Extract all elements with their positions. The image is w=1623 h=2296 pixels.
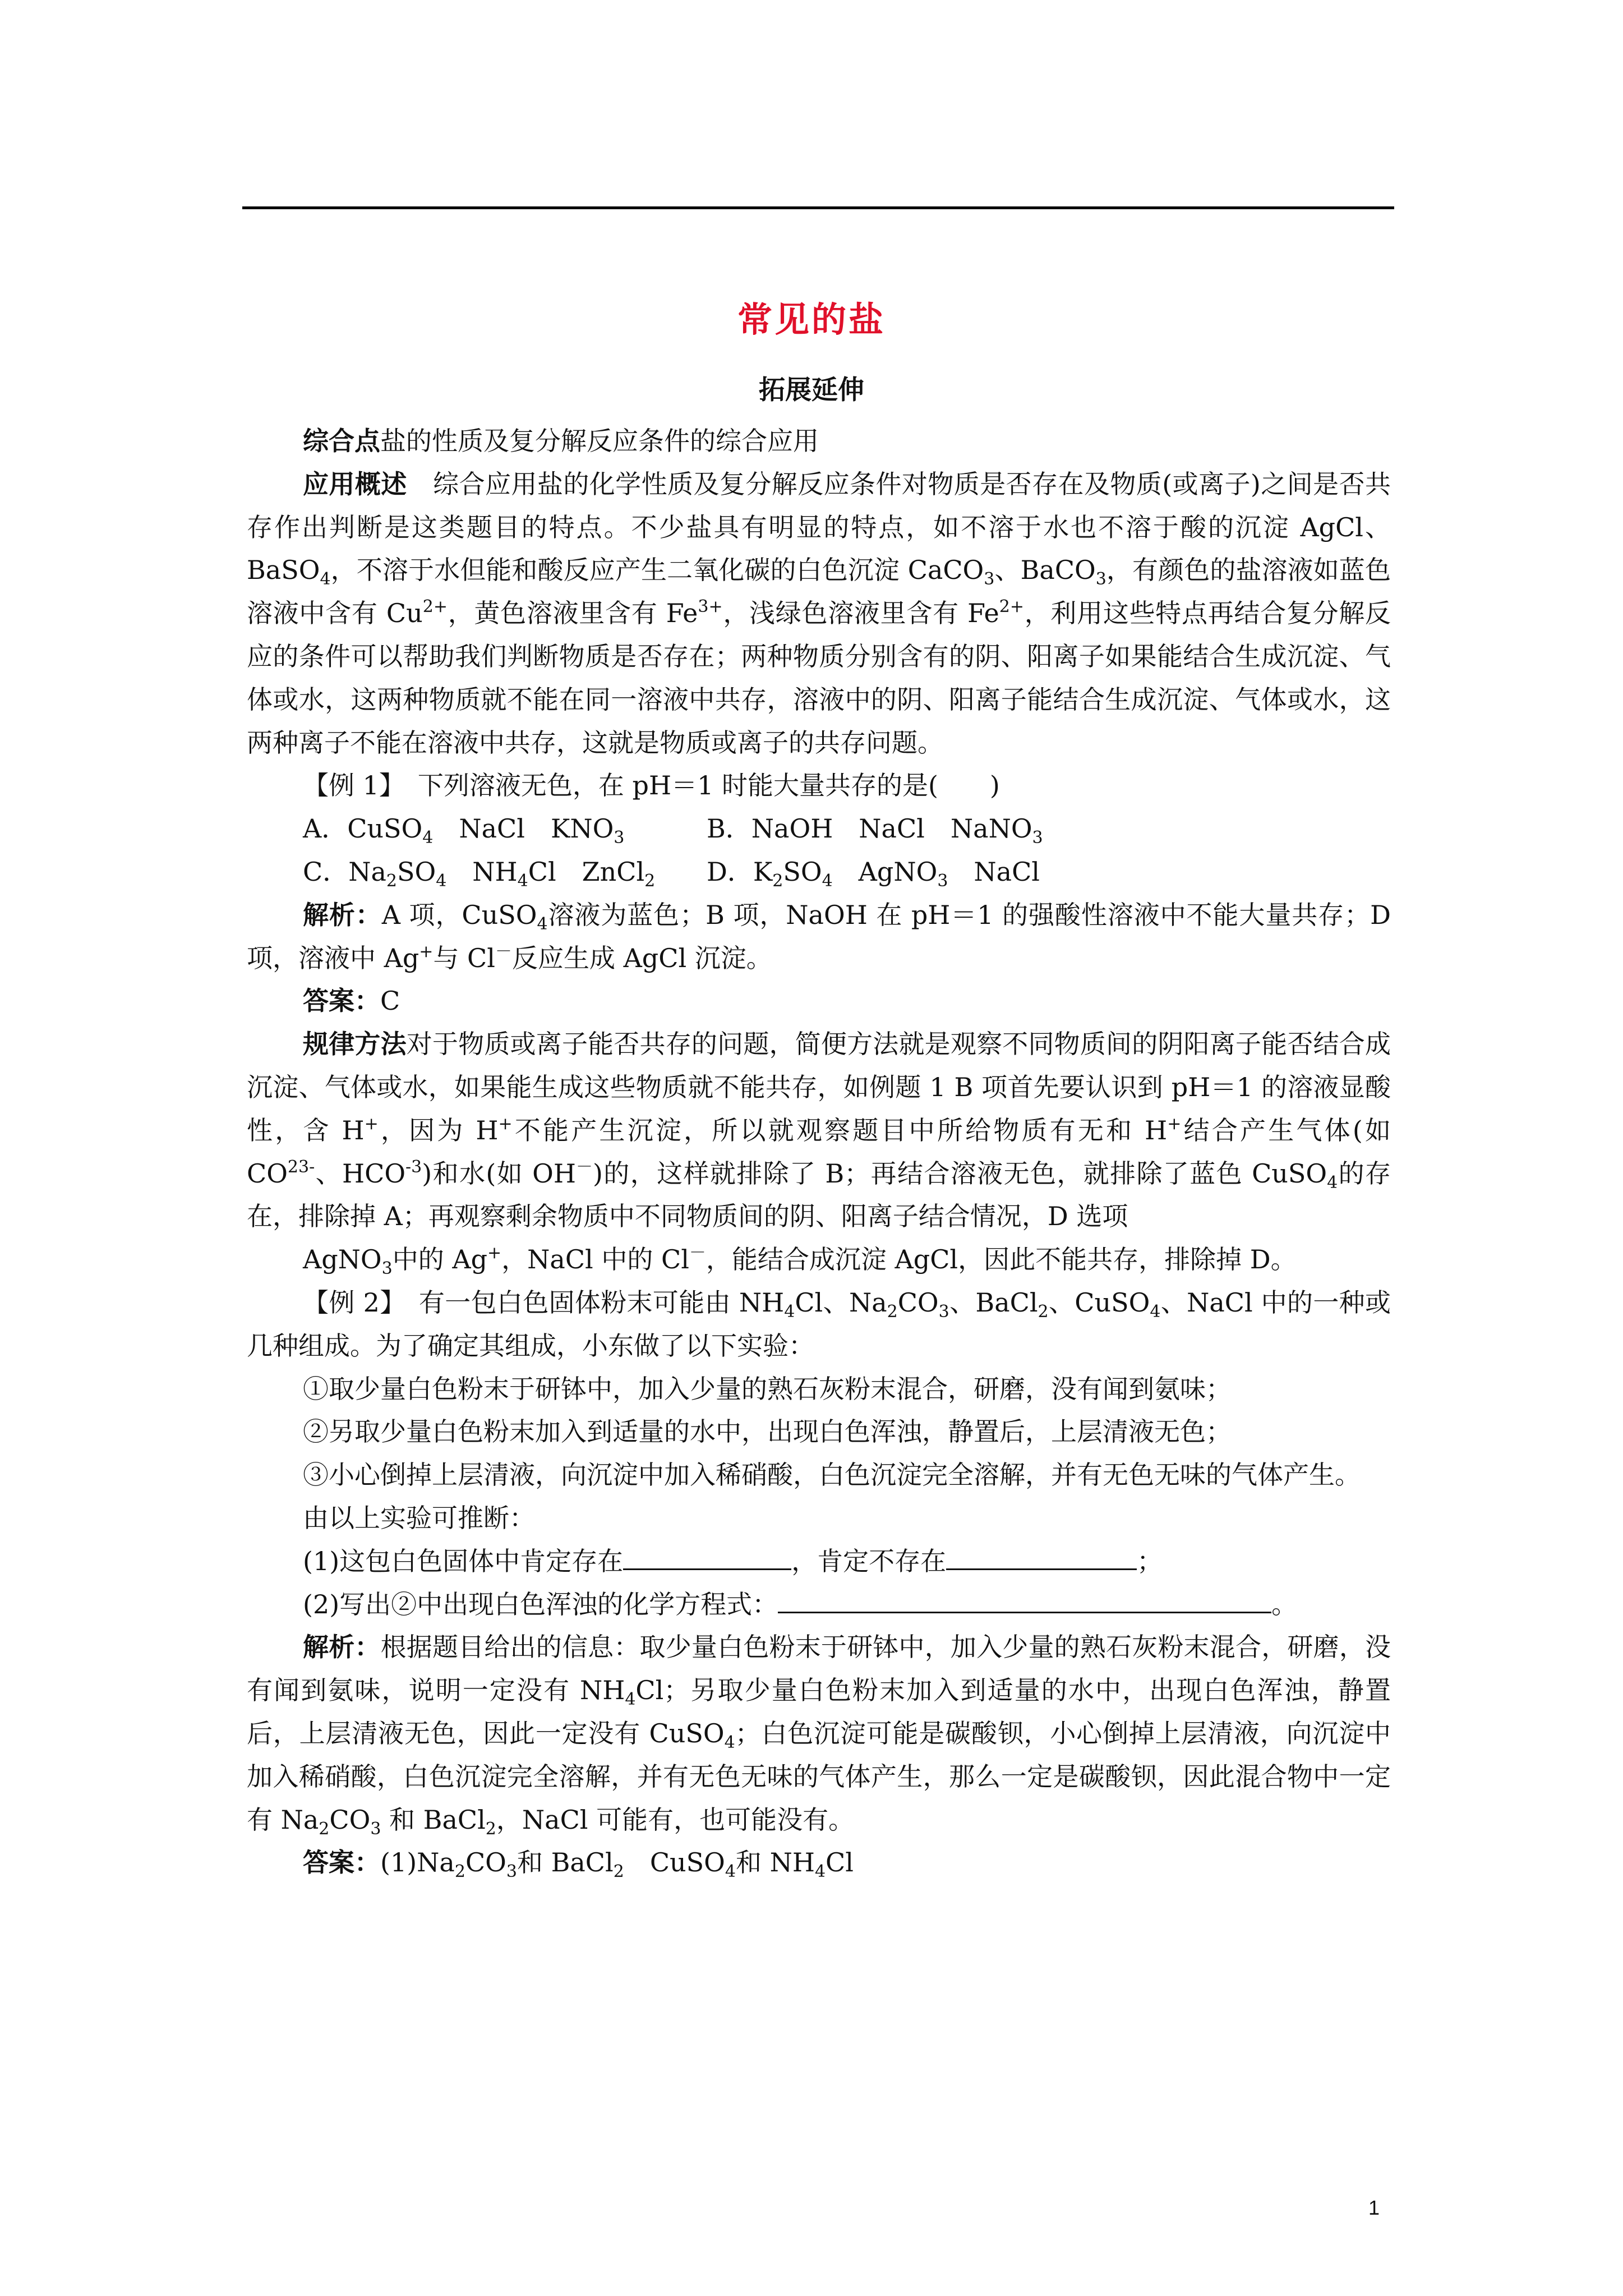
topic-label: 综合点	[303, 426, 380, 456]
method-label: 规律方法	[303, 1029, 407, 1060]
option-b: B．NaOH NaCl NaNO$_3$	[707, 813, 1043, 848]
overview-text: ，利用这些特点再结合复分解反应的条件可以帮助我们判断物质是否存在；两种物质分别含有的阴、阳离子如果能结合生成沉淀、气体或水，这两种物质就不能在同一溶液中共存，溶液中的阴、阳离子能结合生成沉淀、气体或水，这两种离子不能在溶液中共存，这就是物质或离子的共存问题。	[247, 598, 1391, 758]
example-1-question	[247, 764, 1391, 807]
overview-text: 、BaCO	[994, 555, 1096, 586]
document-body	[247, 420, 1391, 1884]
example-1-answer	[247, 979, 1391, 1023]
overview-text: ，不溶于水但能和酸反应产生二氧化碳的白色沉淀 CaCO	[330, 555, 984, 586]
overview-text: ，有颜色的盐溶液如蓝色溶液中含有 Cu	[247, 555, 1391, 629]
analysis-label: 解析：	[303, 899, 382, 930]
subscript: 3	[984, 569, 995, 590]
option-c: C．$Na_2SO_4$ $NH_4Cl$ ZnCl$_2$	[303, 856, 656, 891]
inference-intro: 由以上实验可推断：	[303, 1502, 535, 1533]
answer-blank[interactable]	[778, 1588, 1271, 1613]
paragraph-method-cont: AgNO$_3$中的 Ag+，NaCl 中的 Cl－，能结合成沉淀 AgCl，因此不能共存，排除掉 D。	[303, 1243, 1297, 1279]
header-rule	[242, 206, 1394, 209]
example-2-answer: 答案：$(1)Na_2CO_3$和 BaCl$_2$ CuSO$_4$和 $NH_4Cl$	[303, 1847, 854, 1882]
option-a: A．CuSO$_4$ NaCl $KNO_3$	[303, 813, 625, 848]
page-title: 常见的盐	[737, 299, 886, 340]
example-1-label: 【例 1】	[303, 770, 392, 801]
overview-label: 应用概述	[303, 468, 407, 499]
example-1-analysis: 解析：A 项，CuSO$_4$溶液为蓝色；B 项，NaOH 在 pH＝1 的强酸性溶液中不能大量共存；D 项，溶液中 Ag+与 Cl－反应生成 AgCl 沉淀。	[247, 899, 1391, 973]
experiment-step-2: ②另取少量白色粉末加入到适量的水中，出现白色浑浊，静置后，上层清液无色；	[303, 1416, 1232, 1447]
superscript: 2+	[422, 597, 448, 617]
example-1-options-ab	[247, 807, 1391, 850]
subscript: 4	[320, 569, 331, 590]
experiment-step-3: ③小心倒掉上层清液，向沉淀中加入稀硝酸，白色沉淀完全溶解，并有无色无味的气体产生。	[303, 1460, 1361, 1490]
superscript: 2+	[999, 597, 1024, 617]
answer-value: C	[380, 986, 400, 1016]
subscript: 3	[1095, 569, 1106, 590]
example-2-question: 【例 2】 有一包白色固体粉末可能由 $NH_4Cl$、$Na_2CO_3$、BaCl$_2$、CuSO$_4$、NaCl 中的一种或几种组成。为了确定其组成，小东做了以下实验：	[247, 1287, 1391, 1361]
superscript: 3+	[698, 597, 723, 617]
example-2-analysis: 解析：根据题目给出的信息：取少量白色粉末于研钵中，加入少量的熟石灰粉末混合，研磨，没有闻到氨味，说明一定没有 $NH_4Cl$；另取少量白色粉末加入到适量的水中，出现白色浑浊，静置后，上层清液无色，因此一定没有 CuSO$_4$；白色沉淀可能是碳酸钡，小心倒掉上层清液，向沉淀中加入稀硝酸，白色沉淀完全溶解，并有无色无味的气体产生，那么一定是碳酸钡，因此混合物中一定有 $Na_2CO_3$ 和 BaCl$_2$，NaCl 可能有，也可能没有。	[247, 1632, 1391, 1839]
example-1-options-cd	[247, 850, 1391, 894]
section-subtitle: 拓展延伸	[759, 375, 864, 406]
answer-label: 答案：	[303, 986, 380, 1016]
paragraph-topic	[247, 420, 1391, 463]
overview-text: ，浅绿色溶液里含有 Fe	[722, 598, 999, 629]
experiment-step-1: ①取少量白色粉末于研钵中，加入少量的熟石灰粉末混合，研磨，没有闻到氨味；	[303, 1373, 1232, 1404]
option-d: D．$K_2SO_4$ AgNO$_3$ NaCl	[707, 856, 1040, 891]
paragraph-overview	[247, 463, 1391, 765]
example-2-label: 【例 2】	[303, 1287, 393, 1318]
question-1: (1)这包白色固体中肯定存在 ，肯定不存在 ；	[303, 1545, 1163, 1576]
analysis-label: 解析：	[303, 1632, 381, 1663]
answer-blank[interactable]	[623, 1545, 791, 1570]
answer-blank[interactable]	[946, 1545, 1137, 1570]
overview-text: ，黄色溶液里含有 Fe	[447, 598, 698, 629]
paragraph-method: 规律方法对于物质或离子能否共存的问题，简便方法就是观察不同物质间的阴阳离子能否结合成沉淀、气体或水，如果能生成这些物质就不能共存，如例题 1 B 项首先要认识到 pH＝1 的溶液显酸性，含 H+，因为 H+不能产生沉淀，所以就观察题目中所给物质有无和 H+结合产生气体(如 $CO^{23-}$、$HCO^{-3}$)和水(如 OH－)的，这样就排除了 B；再结合溶液无色，就排除了蓝色 CuSO$_4$的存在，排除掉 A；再观察剩余物质中不同物质间的阴、阳离子结合情况，D 选项	[247, 1029, 1391, 1232]
page-number: 1	[1368, 2196, 1380, 2219]
question-2: (2)写出②中出现白色浑浊的化学方程式： 。	[303, 1589, 1298, 1619]
topic-text: 盐的性质及复分解反应条件的综合应用	[380, 426, 819, 456]
answer-label: 答案：	[303, 1847, 380, 1878]
question-text: 下列溶液无色，在 pH＝1 时能大量共存的是( )	[391, 770, 1000, 801]
overview-text: 综合应用盐的化学性质及复分解反应条件对物质是否存在及物质(或离子)之间是否共存作出判断是这类题目的特点。不少盐具有明显的特点，如不溶于水也不溶于酸的沉淀 AgCl、BaSO	[247, 468, 1391, 586]
